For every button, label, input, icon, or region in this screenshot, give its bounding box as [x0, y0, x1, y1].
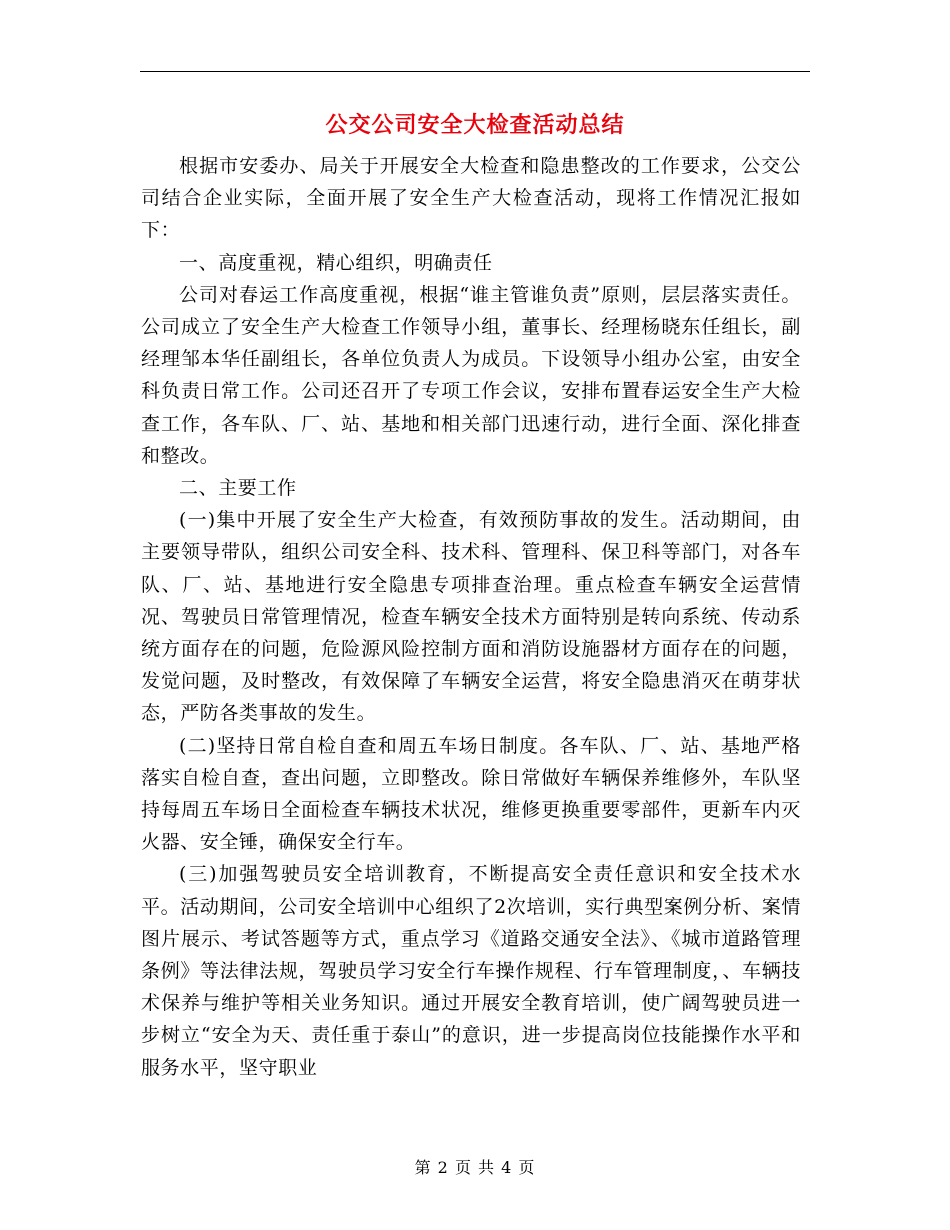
intro-paragraph: 根据市安委办、局关于开展安全大检查和隐患整改的工作要求，公交公司结合企业实际，全面开展了安全生产大检查活动，现将工作情况汇报如下： — [141, 155, 801, 242]
section-1-paragraph: 公司对春运工作高度重视，根据“谁主管谁负责”原则，层层落实责任。公司成立了安全生产大检查工作领导小组，董事长、经理杨晓东任组长，副经理邹本华任副组长，各单位负责人为成员。下设领导小组办公室，由安全科负责日常工作。公司还召开了专项工作会议，安排布置春运安全生产大检查工作，各车队、厂、站、基地和相关部门迅速行动，进行全面、深化排查和整改。 — [141, 283, 801, 467]
item-2-paragraph: (二)坚持日常自检自查和周五车场日制度。各车队、厂、站、基地严格落实自检自查，查出问题，立即整改。除日常做好车辆保养维修外，车队坚持每周五车场日全面检查车辆技术状况，维修更换重要零部件，更新车内灭火器、安全锤，确保安全行车。 — [141, 734, 801, 854]
document-title: 公交公司安全大检查活动总结 — [325, 112, 625, 138]
section-heading-1: 一、高度重视，精心组织，明确责任 — [179, 251, 493, 274]
document-body — [141, 150, 801, 1084]
section-heading-2: 二、主要工作 — [179, 477, 297, 500]
header-rule — [140, 71, 810, 72]
item-1-paragraph: (一)集中开展了安全生产大检查，有效预防事故的发生。活动期间，由主要领导带队，组织公司安全科、技术科、管理科、保卫科等部门，对各车队、厂、站、基地进行安全隐患专项排查治理。重点检查车辆安全运营情况、驾驶员日常管理情况，检查车辆安全技术方面特别是转向系统、传动系统方面存在的问题，危险源风险控制方面和消防设施器材方面存在的问题，发觉问题，及时整改，有效保障了车辆安全运营，将安全隐患消灭在萌芽状态，严防各类事故的发生。 — [141, 509, 801, 725]
page-footer: 第 2 页 共 4 页 — [414, 1158, 536, 1177]
item-3-paragraph: (三)加强驾驶员安全培训教育，不断提高安全责任意识和安全技术水平。活动期间，公司安全培训中心组织了2次培训，实行典型案例分析、案情图片展示、考试答题等方式，重点学习《道路交通安全法》、《城市道路管理条例》等法律法规，驾驶员学习安全行车操作规程、行车管理制度，、车辆技术保养与维护等相关业务知识。通过开展安全教育培训，使广阔驾驶员进一步树立“安全为天、责任重于泰山”的意识，进一步提高岗位技能操作水平和服务水平，坚守职业 — [141, 863, 801, 1079]
